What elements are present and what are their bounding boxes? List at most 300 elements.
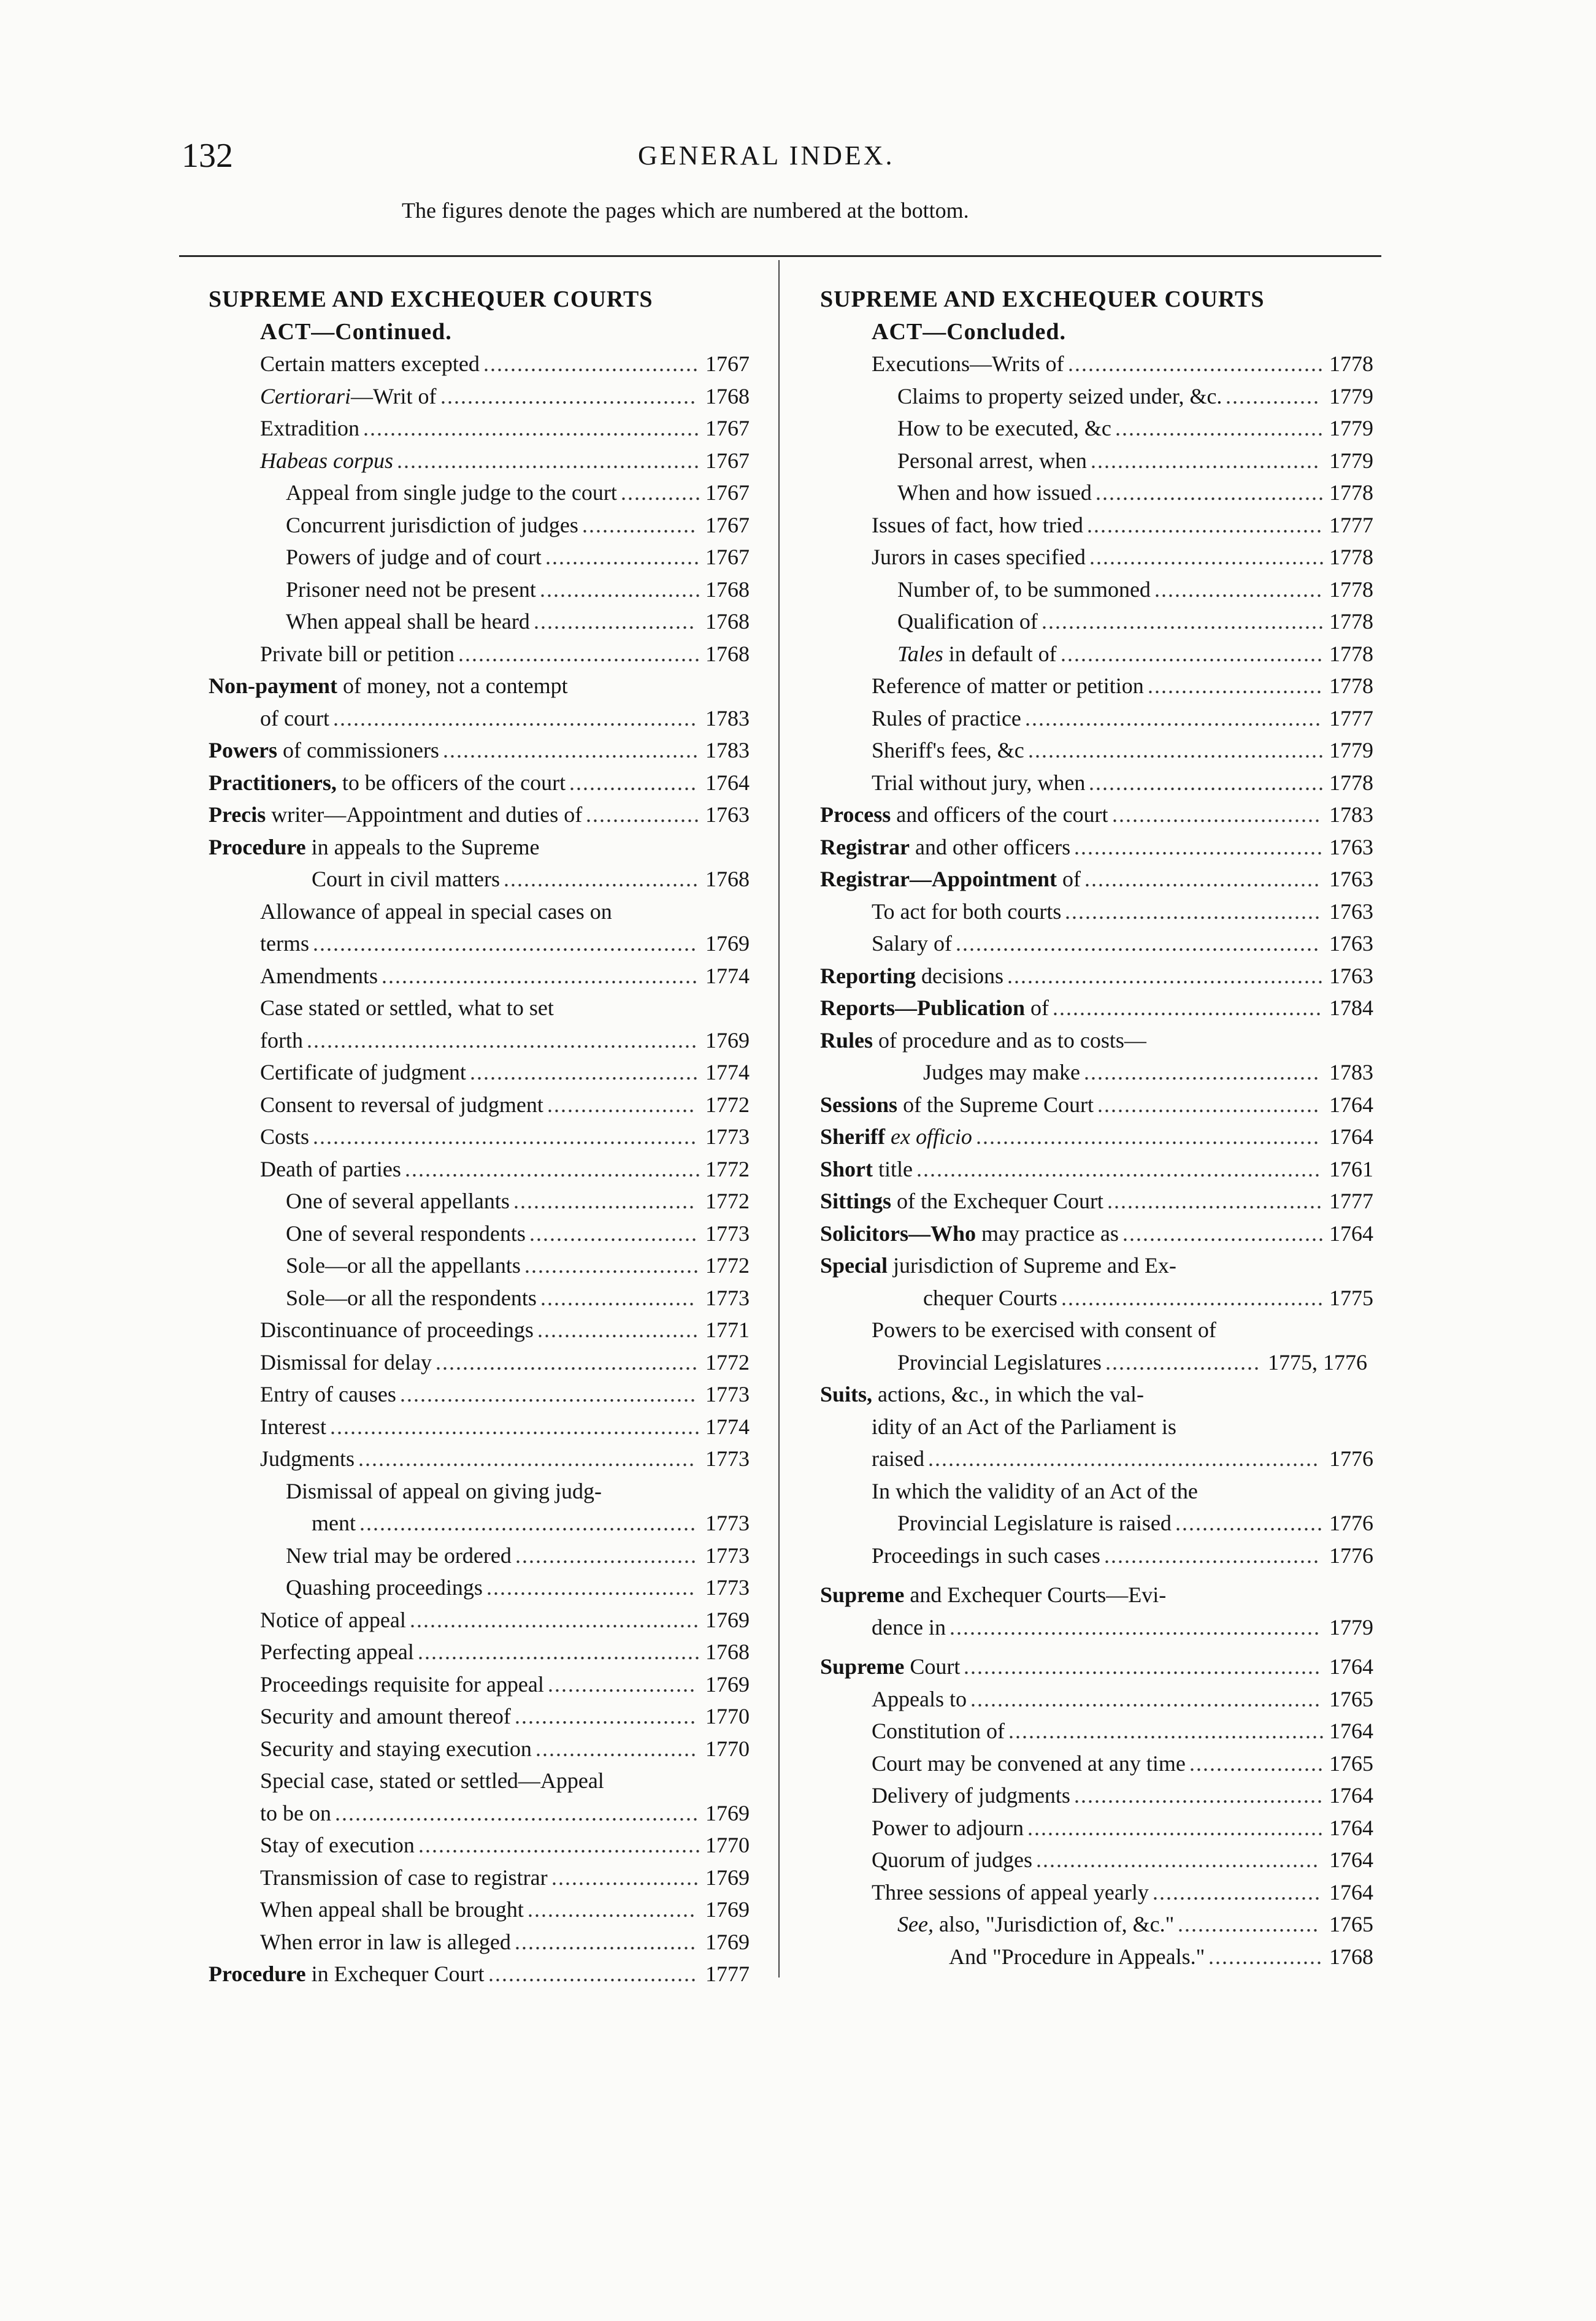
entry-page-number: 1778 [1329,351,1373,376]
index-entry [209,1862,761,1894]
leader-dots: .................................... [458,641,701,666]
entry-text: Dismissal of appeal on giving judg- [286,1478,602,1503]
entry-text: Concurrent jurisdiction of judges [286,512,578,537]
entry-page-number: 1773 [705,1543,750,1568]
leader-dots: ................................ [1104,1543,1320,1568]
entry-page-number: 1767 [705,512,750,537]
leader-dots: ...................... [547,1092,696,1117]
index-entry [209,960,761,992]
entry-page-number: 1773 [705,1285,750,1310]
entry-text: Supreme and Exchequer Courts—Evi- [820,1582,1167,1607]
entry-text: Special case, stated or settled—Appeal [260,1768,604,1793]
index-entry [820,509,1384,542]
index-entry [209,605,761,638]
leader-dots: .................................................. [363,416,700,440]
entry-page-number: 1767 [705,416,750,440]
leader-dots: ......................................................... [313,931,697,956]
entry-text: Allowance of appeal in special cases on [260,899,612,924]
index-entry [820,1908,1384,1941]
entry-page-number: 1778 [1329,770,1373,795]
leader-dots: ........................... [513,1189,696,1213]
leader-dots: ...................................... [443,738,699,762]
leader-dots: ..................................... [1074,1783,1324,1808]
leader-dots: ............................... [488,1962,697,1986]
entry-text: Dismissal for delay [260,1349,432,1375]
entry-text: Notice of appeal [260,1607,406,1632]
leader-dots: ............................................ [405,1156,702,1181]
leader-dots: .................................................. [359,1511,697,1535]
entry-page-number: 1779 [1329,416,1373,440]
entry-text: Process and officers of the court [820,802,1108,827]
entry-text: Constitution of [872,1719,1005,1743]
leader-dots: ................................ [1107,1189,1323,1213]
leader-dots: ................................... [1084,1060,1320,1084]
index-entry [820,1121,1384,1153]
index-entry [209,1604,761,1636]
entry-page-number: 1776 [1329,1511,1373,1535]
leader-dots: ...................... [548,1671,696,1697]
leader-dots: ...................................... [440,383,697,409]
entry-page-number: 1768 [705,867,750,891]
entry-page-number: 1764 [1329,1879,1373,1905]
entry-text: Jurors in cases specified [872,545,1086,569]
entry-text: Short title [820,1156,913,1181]
leader-dots: .................... [1189,1751,1324,1776]
entry-text: And "Procedure in Appeals." [949,1944,1205,1969]
leader-dots: ..................................... [1074,834,1324,859]
leader-dots: ........................ [534,609,696,634]
index-entry [209,316,761,348]
index-entry [209,638,761,670]
entry-text: Powers to be exercised with consent of [872,1318,1216,1342]
index-entry [209,1411,761,1443]
entry-text: Sole—or all the respondents [286,1285,537,1310]
entry-page-number: 1783 [705,705,750,731]
leader-dots: ....................................................... [950,1614,1321,1640]
leader-dots: ............................................................ [916,1156,1321,1181]
entry-text: Reports—Publication of [820,996,1049,1020]
entry-text: In which the validity of an Act of the [872,1478,1198,1503]
entry-text: Non-payment of money, not a contempt [209,673,568,698]
leader-dots: ............................................... [1007,963,1324,988]
leader-dots: ............................................ [400,1382,697,1406]
leader-dots: .......................................................... [307,1027,698,1053]
index-entry [209,1153,761,1186]
index-entry [820,1378,1384,1411]
entry-text: Interest [260,1414,326,1439]
index-entry [209,412,761,445]
entry-text: See, also, "Jurisdiction of, &c." [897,1912,1175,1936]
leader-dots: ........................... [515,1704,697,1728]
index-entry [820,1876,1384,1909]
leader-dots: ....................... [545,545,700,569]
leader-dots: .......................................... [1036,1847,1319,1872]
index-entry [820,1185,1384,1218]
entry-page-number: 1769 [705,1897,750,1922]
leader-dots: ......................... [1154,577,1323,602]
leader-dots: ....................................... [1061,1285,1324,1310]
leader-dots: ........................................ [1053,996,1322,1020]
entry-page-number: 1778 [1329,480,1373,505]
entry-text: Appeal from single judge to the court [286,480,617,505]
index-entry [820,1056,1384,1089]
index-entry [209,1346,761,1379]
entry-page-number: 1770 [705,1736,750,1761]
entry-page-number: 1767 [705,545,750,569]
index-entry [209,1571,761,1604]
index-entry [209,702,761,735]
entry-page-number: 1774 [705,963,750,988]
entry-text: Registrar and other officers [820,834,1071,859]
entry-text: Amendments [260,963,378,988]
entry-page-number: 1778 [1329,545,1373,569]
leader-dots: .................................................. [358,1446,696,1471]
index-entry [820,1475,1384,1508]
leader-dots: ............................... [486,1575,696,1600]
leader-dots: ............................................ [1027,1815,1324,1840]
entry-page-number: 1763 [705,802,750,827]
index-entry [209,799,761,831]
index-entry [209,541,761,574]
entry-text: Precis writer—Appointment and duties of [209,802,583,827]
entry-page-number: 1764 [1329,1654,1373,1679]
entry-text: Solicitors—Who may practice as [820,1221,1119,1246]
entry-text: Issues of fact, how tried [872,512,1083,537]
index-entry [820,896,1384,928]
entry-page-number: 1764 [1329,1815,1373,1840]
entry-text: Claims to property seized under, &c. [897,383,1222,409]
entry-text: Trial without jury, when [872,770,1086,795]
entry-page-number: 1778 [1329,641,1373,666]
leader-dots: ........................ [540,577,702,602]
index-entry [820,831,1384,864]
entry-page-number: 1764 [705,770,750,795]
index-entry [820,1651,1384,1683]
entry-page-number: 1768 [705,383,750,409]
index-entry [209,1056,761,1089]
entry-text: Quorum of judges [872,1847,1032,1872]
entry-text: Quashing proceedings [286,1575,483,1600]
leader-dots: .............................. [1122,1221,1325,1246]
index-entry [209,1829,761,1862]
index-entry [820,316,1384,348]
index-entry [820,960,1384,992]
index-entry [209,1926,761,1958]
entry-text: forth [260,1027,303,1053]
entry-text: How to be executed, &c [897,416,1111,440]
entry-text: Special jurisdiction of Supreme and Ex- [820,1253,1176,1278]
entry-text: Executions—Writs of [872,351,1064,376]
entry-text: Salary of [872,931,952,956]
entry-text: Transmission of case to registrar [260,1865,548,1890]
entry-page-number: 1770 [705,1833,750,1857]
entry-page-number: 1769 [705,931,750,956]
index-entry [820,863,1384,896]
entry-text: When appeal shall be heard [286,609,530,634]
entry-page-number: 1772 [705,1156,750,1181]
entry-text: SUPREME AND EXCHEQUER COURTS [209,286,653,312]
entry-page-number: 1773 [705,1511,750,1535]
entry-text: Tales in default of [897,641,1057,666]
index-entry [820,1941,1384,1973]
entry-page-number: 1768 [705,609,750,634]
index-entry [209,927,761,960]
index-entry [209,1765,761,1797]
entry-text: Certiorari—Writ of [260,383,437,409]
index-entry [209,1893,761,1926]
index-entry [820,1153,1384,1186]
leader-dots: ........................... [515,1543,697,1568]
entry-page-number: 1769 [705,1865,750,1890]
entry-text: Sheriff ex officio [820,1124,972,1149]
entry-text: Provincial Legislatures [897,1349,1102,1375]
index-entry [820,1683,1384,1716]
index-entry [820,734,1384,767]
index-entry [209,1024,761,1057]
leader-dots: .......................................... [418,1640,701,1664]
index-entry [820,992,1384,1024]
index-entry [820,348,1384,380]
entry-text: raised [872,1446,924,1471]
entry-text: Court in civil matters [312,867,500,891]
entry-text: Judgments [260,1446,355,1471]
index-entry [209,348,761,380]
index-entry [820,1779,1384,1812]
index-entry [209,509,761,542]
entry-text: Rules of practice [872,705,1021,731]
index-entry [820,477,1384,509]
leader-dots: ................................ [483,351,699,376]
entry-page-number: 1772 [705,1349,750,1375]
entry-page-number: 1773 [705,1446,750,1471]
leader-dots: ............................. [504,867,699,891]
leader-dots: ....................................... [1061,641,1324,666]
entry-page-number: 1767 [705,351,750,376]
entry-text: Proceedings in such cases [872,1543,1100,1568]
leader-dots: ............ [621,480,702,505]
entry-text: Security and staying execution [260,1736,532,1761]
leader-dots: ................................... [1084,867,1321,891]
entry-page-number: 1769 [705,1929,750,1954]
leader-dots: ...................... [551,1865,700,1890]
entry-text: Consent to reversal of judgment [260,1092,543,1117]
index-entry [209,380,761,413]
entry-text: Prisoner need not be present [286,577,536,602]
entry-page-number: 1778 [1329,609,1373,634]
entry-page-number: 1775, 1776 [1268,1349,1367,1375]
leader-dots: ............................................. [397,448,700,473]
index-entry [820,380,1384,413]
index-entry [209,1700,761,1733]
entry-page-number: 1770 [705,1704,750,1728]
entry-page-number: 1772 [705,1253,750,1278]
index-entry [209,670,761,702]
leader-dots: ............................................... [1008,1719,1326,1743]
entry-text: When error in law is alleged [260,1929,511,1954]
index-entry [820,1747,1384,1780]
entry-page-number: 1764 [1329,1847,1373,1872]
entry-text: One of several appellants [286,1189,510,1213]
entry-text: Delivery of judgments [872,1783,1070,1808]
leader-dots: .......................... [524,1253,700,1278]
entry-page-number: 1769 [705,1607,750,1632]
index-entry [820,574,1384,606]
entry-page-number: 1778 [1329,673,1373,698]
leader-dots: ...................................................... [956,931,1320,956]
index-entry [209,477,761,509]
index-entry [820,283,1384,316]
entry-page-number: 1765 [1329,1751,1373,1776]
index-entry [820,1346,1384,1379]
index-entry [820,670,1384,702]
entry-page-number: 1769 [705,1027,750,1053]
page-number: 132 [182,137,233,175]
index-entry [820,702,1384,735]
entry-text: Court may be convened at any time [872,1751,1186,1776]
entry-text: Stay of execution [260,1833,415,1857]
entry-page-number: 1777 [1329,1189,1373,1213]
index-entry [820,638,1384,670]
index-entry [209,1185,761,1218]
entry-text: ACT—Concluded. [872,318,1066,345]
index-entry [820,1443,1384,1475]
entry-text: When appeal shall be brought [260,1897,524,1922]
leader-dots: ...................................................... [335,1800,699,1825]
entry-page-number: 1773 [705,1575,750,1600]
index-entry [820,1024,1384,1057]
entry-text: of court [260,705,329,731]
leader-dots: ....................................... [435,1349,699,1375]
entry-text: To act for both courts [872,899,1062,924]
leader-dots: ....................... [540,1285,696,1310]
index-entry [209,1733,761,1765]
entry-page-number: 1767 [705,480,750,505]
leader-dots: ............................... [1115,416,1324,440]
entry-text: Extradition [260,416,359,440]
entry-text: Sessions of the Supreme Court [820,1092,1094,1117]
leader-dots: ......................... [529,1221,698,1246]
index-entry [209,1540,761,1572]
entry-text: Sittings of the Exchequer Court [820,1189,1103,1213]
leader-dots: .................................................... [970,1686,1321,1711]
leader-dots: ......................................................... [313,1124,697,1149]
entry-page-number: 1783 [1329,1060,1373,1084]
index-entry [820,799,1384,831]
entry-text: Security and amount thereof [260,1704,511,1728]
leader-dots: .............. [1226,383,1320,409]
entry-page-number: 1764 [1329,1221,1373,1246]
entry-text: Perfecting appeal [260,1640,414,1664]
index-entry [820,927,1384,960]
index-entry [209,1636,761,1668]
index-entry [209,1282,761,1314]
entry-text: Certificate of judgment [260,1060,466,1084]
index-entry [820,1844,1384,1876]
index-entry [209,767,761,799]
leader-dots: ............................... [1112,802,1321,827]
entry-text: Registrar—Appointment of [820,867,1081,891]
entry-text: Qualification of [897,609,1038,634]
entry-text: dence in [872,1614,946,1640]
entry-text: Procedure in Exchequer Court [209,1962,485,1986]
index-entry [820,445,1384,477]
entry-page-number: 1777 [1329,512,1373,537]
entry-text: Reference of matter or petition [872,673,1144,698]
index-entry [209,896,761,928]
index-entry [820,1507,1384,1540]
entry-page-number: 1765 [1329,1686,1373,1711]
entry-text: Power to adjourn [872,1815,1024,1840]
entry-page-number: 1767 [705,448,750,473]
entry-text: Certain matters excepted [260,351,480,376]
entry-text: Reporting decisions [820,963,1003,988]
entry-text: Sheriff's fees, &c [872,738,1024,762]
entry-text: Supreme Court [820,1654,961,1679]
index-entry [209,445,761,477]
leader-dots: .................................. [1091,448,1320,473]
entry-page-number: 1764 [1329,1124,1373,1149]
entry-page-number: 1775 [1329,1285,1373,1310]
entry-text: to be on [260,1800,331,1825]
entry-text: Habeas corpus [260,448,393,473]
entry-page-number: 1776 [1329,1446,1373,1471]
entry-text: Suits, actions, &c., in which the val- [820,1382,1144,1406]
entry-page-number: 1769 [705,1800,750,1825]
entry-page-number: 1768 [1329,1944,1373,1969]
leader-dots: ...................................... [1068,351,1324,376]
page-subtitle: The figures denote the pages which are numbered at the bottom. [402,198,969,223]
index-column-left [209,283,761,1990]
index-entry [209,1475,761,1508]
entry-text: Sole—or all the appellants [286,1253,521,1278]
leader-dots: ............................................... [382,963,699,988]
leader-dots: ................................... [1089,770,1325,795]
entry-text: ACT—Continued. [260,318,452,345]
index-entry [209,1218,761,1250]
entry-page-number: 1768 [705,641,750,666]
entry-page-number: 1763 [1329,867,1373,891]
entry-page-number: 1763 [1329,899,1373,924]
entry-text: Three sessions of appeal yearly [872,1879,1149,1905]
entry-page-number: 1774 [705,1414,750,1439]
leader-dots: ........................ [537,1318,699,1342]
entry-text: New trial may be ordered [286,1543,512,1568]
entry-text: Practitioners, to be officers of the court [209,770,566,795]
index-entry [820,412,1384,445]
index-entry [209,1314,761,1346]
index-entry [820,1579,1384,1611]
entry-text: terms [260,931,309,956]
leader-dots: ................................................... [976,1124,1320,1149]
entry-text: Judges may make [923,1060,1080,1084]
entry-page-number: 1779 [1329,383,1373,409]
leader-dots: ............................................ [1025,705,1322,731]
index-entry [209,1121,761,1153]
entry-page-number: 1761 [1329,1156,1373,1181]
entry-text: Discontinuance of proceedings [260,1318,534,1342]
leader-dots: ................. [586,802,700,827]
entry-page-number: 1784 [1329,996,1373,1020]
leader-dots: .......................... [1148,673,1323,698]
entry-text: Proceedings requisite for appeal [260,1671,544,1697]
entry-page-number: 1783 [705,738,750,762]
entry-text: Number of, to be summoned [897,577,1151,602]
index-entry [820,541,1384,574]
entry-page-number: 1772 [705,1092,750,1117]
entry-page-number: 1772 [705,1189,750,1213]
index-entry [820,1611,1384,1644]
index-entry [209,1443,761,1475]
